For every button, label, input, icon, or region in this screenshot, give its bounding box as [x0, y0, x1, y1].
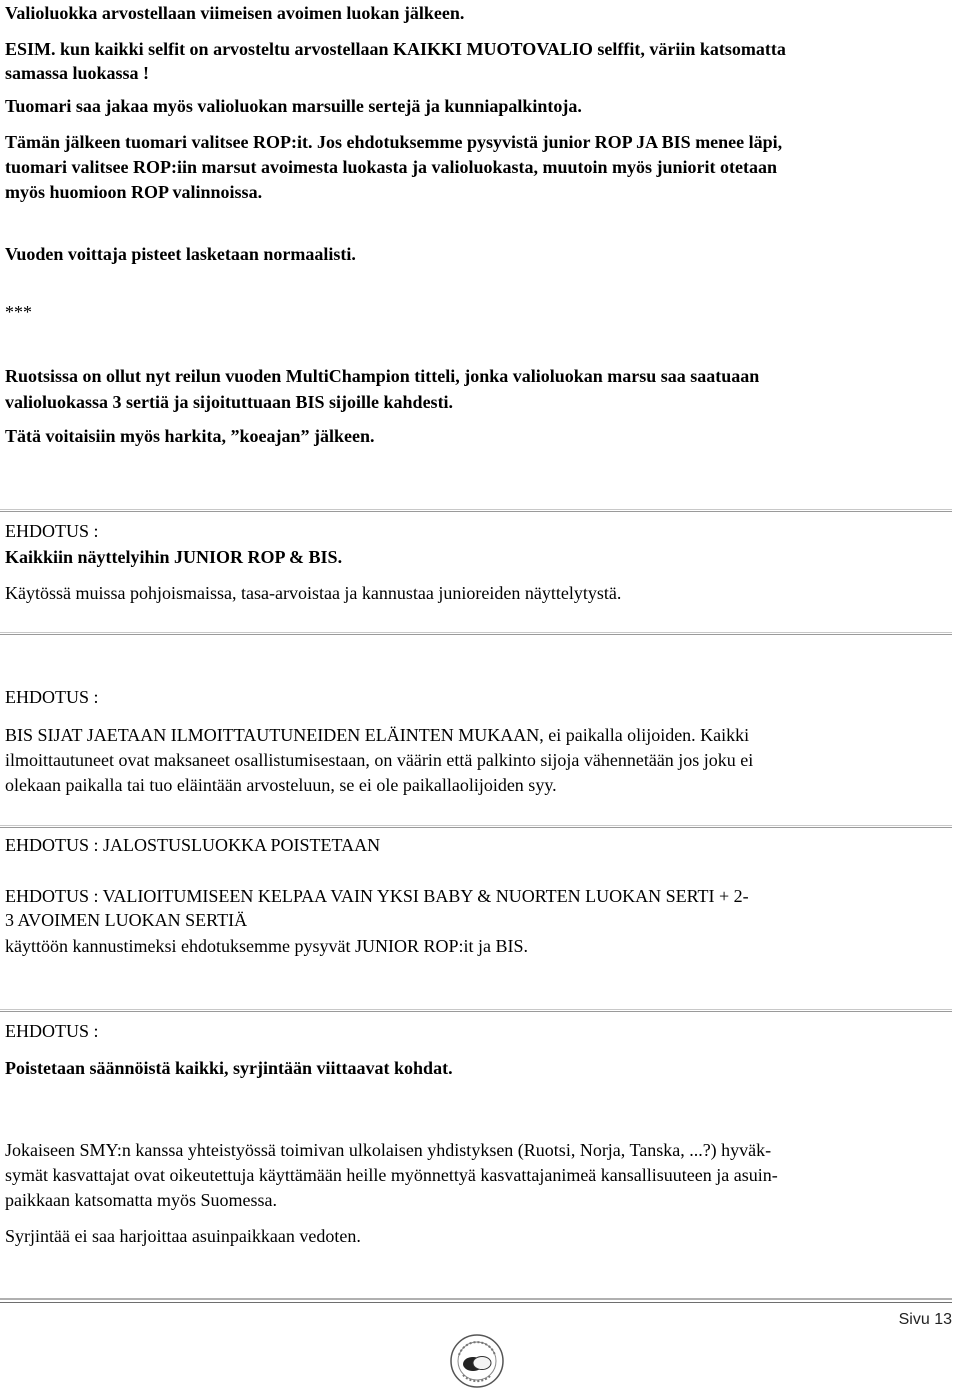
paragraph-line: valioluokassa 3 sertiä ja sijoituttuaan BIS sijoille kahdesti.: [5, 392, 454, 412]
paragraph-line: Vuoden voittaja pisteet lasketaan normaalisti.: [5, 244, 356, 264]
paragraph-line: käyttöön kannustimeksi ehdotuksemme pysyvät JUNIOR ROP:it ja BIS.: [5, 936, 528, 956]
paragraph-line: Kaikkiin näyttelyihin JUNIOR ROP & BIS.: [5, 547, 343, 567]
paragraph-line: paikkaan katsomatta myös Suomessa.: [5, 1190, 277, 1210]
paragraph-line: Ruotsissa on ollut nyt reilun vuoden MultiChampion titteli, jonka valioluokan marsu saa saatuaan: [5, 366, 760, 386]
footer-rule: [0, 1302, 952, 1303]
paragraph-line: Syrjintää ei saa harjoittaa asuinpaikkaan vedoten.: [5, 1226, 361, 1246]
section-heading: EHDOTUS :: [5, 521, 99, 541]
section-divider: [0, 632, 952, 635]
association-seal-icon: [449, 1333, 505, 1389]
section-divider: [0, 825, 952, 828]
paragraph-line: olekaan paikalla tai tuo eläintään arvosteluun, se ei ole paikallaolijoiden syy.: [5, 775, 557, 795]
paragraph-line: Poistetaan säännöistä kaikki, syrjintään viittaavat kohdat.: [5, 1058, 453, 1078]
section-divider: [0, 1009, 952, 1012]
section-heading: EHDOTUS : JALOSTUSLUOKKA POISTETAAN: [5, 835, 381, 855]
paragraph-line: Jokaiseen SMY:n kanssa yhteistyössä toimivan ulkolaisen yhdistyksen (Ruotsi, Norja, Tanska, ...?) hyväk-: [5, 1140, 772, 1160]
paragraph-line: samassa luokassa !: [5, 63, 150, 83]
paragraph-line: BIS SIJAT JAETAAN ILMOITTAUTUNEIDEN ELÄINTEN MUKAAN, ei paikalla olijoiden. Kaikki: [5, 725, 750, 745]
page-number: Sivu 13: [898, 1311, 952, 1328]
paragraph-line: ilmoittautuneet ovat maksaneet osallistumisestaan, on väärin että palkinto sijoja vähennetään jos joku ei: [5, 750, 754, 770]
paragraph-line: Tuomari saa jakaa myös valioluokan marsuille sertejä ja kunniapalkintoja.: [5, 96, 582, 116]
section-divider: [0, 509, 952, 512]
paragraph-line: ESIM. kun kaikki selfit on arvosteltu arvostellaan KAIKKI MUOTOVALIO selffit, väriin katsomatta: [5, 39, 786, 59]
paragraph-line: Tätä voitaisiin myös harkita, ”koeajan” jälkeen.: [5, 426, 375, 446]
paragraph-line: Tämän jälkeen tuomari valitsee ROP:it. Jos ehdotuksemme pysyvistä junior ROP JA BIS menee läpi,: [5, 132, 783, 152]
paragraph-line: tuomari valitsee ROP:iin marsut avoimesta luokasta ja valioluokasta, muutoin myös juniorit otetaan: [5, 157, 777, 177]
paragraph-line: Valioluokka arvostellaan viimeisen avoimen luokan jälkeen.: [5, 3, 465, 23]
section-heading: EHDOTUS :: [5, 687, 99, 707]
paragraph-line: 3 AVOIMEN LUOKAN SERTIÄ: [5, 910, 248, 930]
paragraph-line: myös huomioon ROP valinnoissa.: [5, 182, 263, 202]
section-heading: EHDOTUS : VALIOITUMISEEN KELPAA VAIN YKSI BABY & NUORTEN LUOKAN SERTI + 2-: [5, 886, 749, 906]
footer-rule: [0, 1298, 952, 1300]
paragraph-line: Käytössä muissa pohjoismaissa, tasa-arvoistaa ja kannustaa junioreiden näyttelytystä.: [5, 583, 622, 603]
separator-asterisks: ***: [5, 302, 32, 322]
paragraph-line: symät kasvattajat ovat oikeutettuja käyttämään heille myönnettyä kasvattajanimeä kansallisuuteen ja asuin-: [5, 1165, 778, 1185]
section-heading: EHDOTUS :: [5, 1021, 99, 1041]
